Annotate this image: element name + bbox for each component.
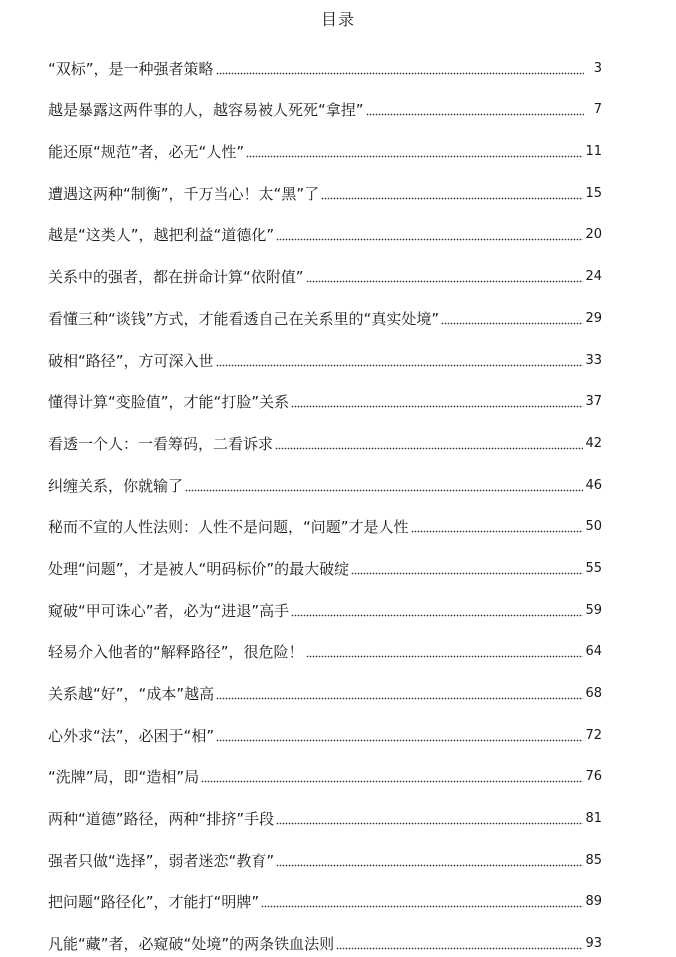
toc-entry-page: 93: [585, 936, 602, 952]
toc-entry-page: 7: [593, 102, 602, 118]
toc-entry-page: 64: [585, 644, 602, 660]
dot-leader: [306, 655, 584, 658]
dot-leader: [261, 905, 583, 908]
toc-entry[interactable]: [48, 82, 602, 124]
dot-leader: [306, 280, 584, 283]
dot-leader: [201, 780, 583, 783]
dot-leader: [275, 447, 583, 450]
toc-entry-title: 两种“道德”路径，两种“排挤”手段: [48, 810, 275, 829]
toc-entry-title: 关系越“好”，“成本”越高: [48, 685, 215, 703]
toc-entry-title: 看透一个人：一看筹码，二看诉求: [48, 434, 274, 453]
dot-leader: [441, 322, 583, 325]
dot-leader: [276, 864, 583, 867]
toc-entry-page: 46: [585, 477, 602, 493]
toc-entry[interactable]: [48, 582, 602, 624]
toc-entry[interactable]: [48, 707, 602, 749]
toc-entry-title: 强者只做“选择”，弱者迷恋“教育”: [48, 851, 275, 870]
dot-leader: [276, 238, 583, 241]
dot-leader: [291, 405, 583, 408]
toc-entry[interactable]: [48, 123, 602, 165]
toc-entry-page: 24: [585, 269, 602, 285]
toc-entry-title: 把问题“路径化”，才能打“明牌”: [48, 893, 260, 912]
toc-entry[interactable]: [48, 248, 602, 290]
dot-leader: [366, 113, 584, 116]
dot-leader: [185, 489, 583, 492]
dot-leader: [216, 364, 584, 367]
toc-entry-title: 懂得计算“变脸值”，才能“打脸”关系: [48, 393, 290, 412]
toc-entry-page: 37: [585, 394, 602, 410]
toc-entry-page: 15: [585, 185, 602, 201]
toc-entry-title: 破相“路径”，方可深入世: [48, 351, 214, 370]
toc-entry[interactable]: [48, 499, 602, 541]
toc-entry-page: 55: [585, 560, 602, 576]
toc-entry[interactable]: [48, 874, 602, 916]
toc-entry-title: 处理“问题”，才是被人“明码标价”的最大破绽: [48, 559, 350, 578]
toc-entry-page: 42: [585, 435, 602, 451]
toc-entry-title: 纠缠关系，你就输了: [48, 476, 184, 495]
toc-entry-title: 轻易介入他者的“解释路径”，很危险！: [48, 643, 304, 662]
dot-leader: [351, 572, 583, 575]
toc-entry[interactable]: [48, 374, 602, 416]
toc-entry[interactable]: [48, 332, 602, 374]
toc-entry-page: 50: [585, 519, 602, 535]
toc-entry-title: 关系中的强者，都在拼命计算“依附值”: [48, 268, 304, 287]
dot-leader: [321, 197, 583, 200]
toc-entry[interactable]: [48, 749, 602, 791]
toc-entry-title: “双标”，是一种强者策略: [48, 59, 214, 78]
toc-entry-title: 凡能“藏”者，必窥破“处境”的两条铁血法则: [48, 935, 335, 954]
toc-entry-title: “洗牌”局，即“造相”局: [48, 768, 200, 787]
toc-entry-page: 85: [585, 852, 602, 868]
toc-entry-title: 越是暴露这两件事的人，越容易被人死死“拿捏”: [48, 101, 364, 120]
toc-entry-page: 68: [585, 686, 602, 701]
toc-entry[interactable]: [48, 790, 602, 832]
toc-entry[interactable]: [48, 40, 602, 82]
toc-entry-page: 3: [593, 60, 602, 76]
toc-list: [48, 40, 602, 957]
toc-entry-title: 遭遇这两种“制衡”，千万当心！太“黑”了: [48, 184, 320, 203]
toc-entry-page: 33: [585, 352, 602, 368]
toc-entry[interactable]: [48, 165, 602, 207]
toc-entry[interactable]: [48, 624, 602, 666]
dot-leader: [276, 822, 583, 825]
toc-entry[interactable]: [48, 915, 602, 957]
toc-entry[interactable]: [48, 540, 602, 582]
toc-entry[interactable]: [48, 207, 602, 249]
toc-entry-title: 看懂三种“谈钱”方式，才能看透自己在关系里的“真实处境”: [48, 309, 440, 328]
toc-entry-page: 59: [585, 602, 602, 618]
dot-leader: [216, 697, 583, 700]
toc-entry[interactable]: [48, 832, 602, 874]
page-title: 目录: [320, 10, 355, 29]
toc-entry-title: 心外求“法”，必困于“相”: [48, 726, 215, 745]
toc-entry-title: 窥破“甲可诛心”者，必为“进退”高手: [48, 601, 290, 620]
dot-leader: [216, 72, 584, 75]
toc-entry-title: 秘而不宣的人性法则：人性不是问题，“问题”才是人性: [48, 518, 409, 537]
dot-leader: [246, 155, 583, 158]
dot-leader: [411, 530, 584, 533]
toc-entry-page: 89: [585, 894, 602, 910]
toc-entry[interactable]: [48, 665, 602, 707]
toc-entry-title: 越是“这类人”，越把利益“道德化”: [48, 226, 275, 245]
toc-entry-page: 20: [585, 227, 602, 243]
toc-entry[interactable]: [48, 415, 602, 457]
toc-entry-page: 76: [585, 769, 602, 785]
dot-leader: [291, 614, 583, 617]
toc-entry[interactable]: [48, 457, 602, 499]
toc-entry-title: 能还原“规范”者，必无“人性”: [48, 143, 245, 162]
toc-entry[interactable]: [48, 290, 602, 332]
toc-entry-page: 11: [585, 144, 602, 160]
dot-leader: [216, 739, 583, 742]
toc-entry-page: 29: [585, 310, 602, 326]
toc-entry-page: 81: [585, 811, 602, 827]
toc-entry-page: 72: [585, 727, 602, 743]
